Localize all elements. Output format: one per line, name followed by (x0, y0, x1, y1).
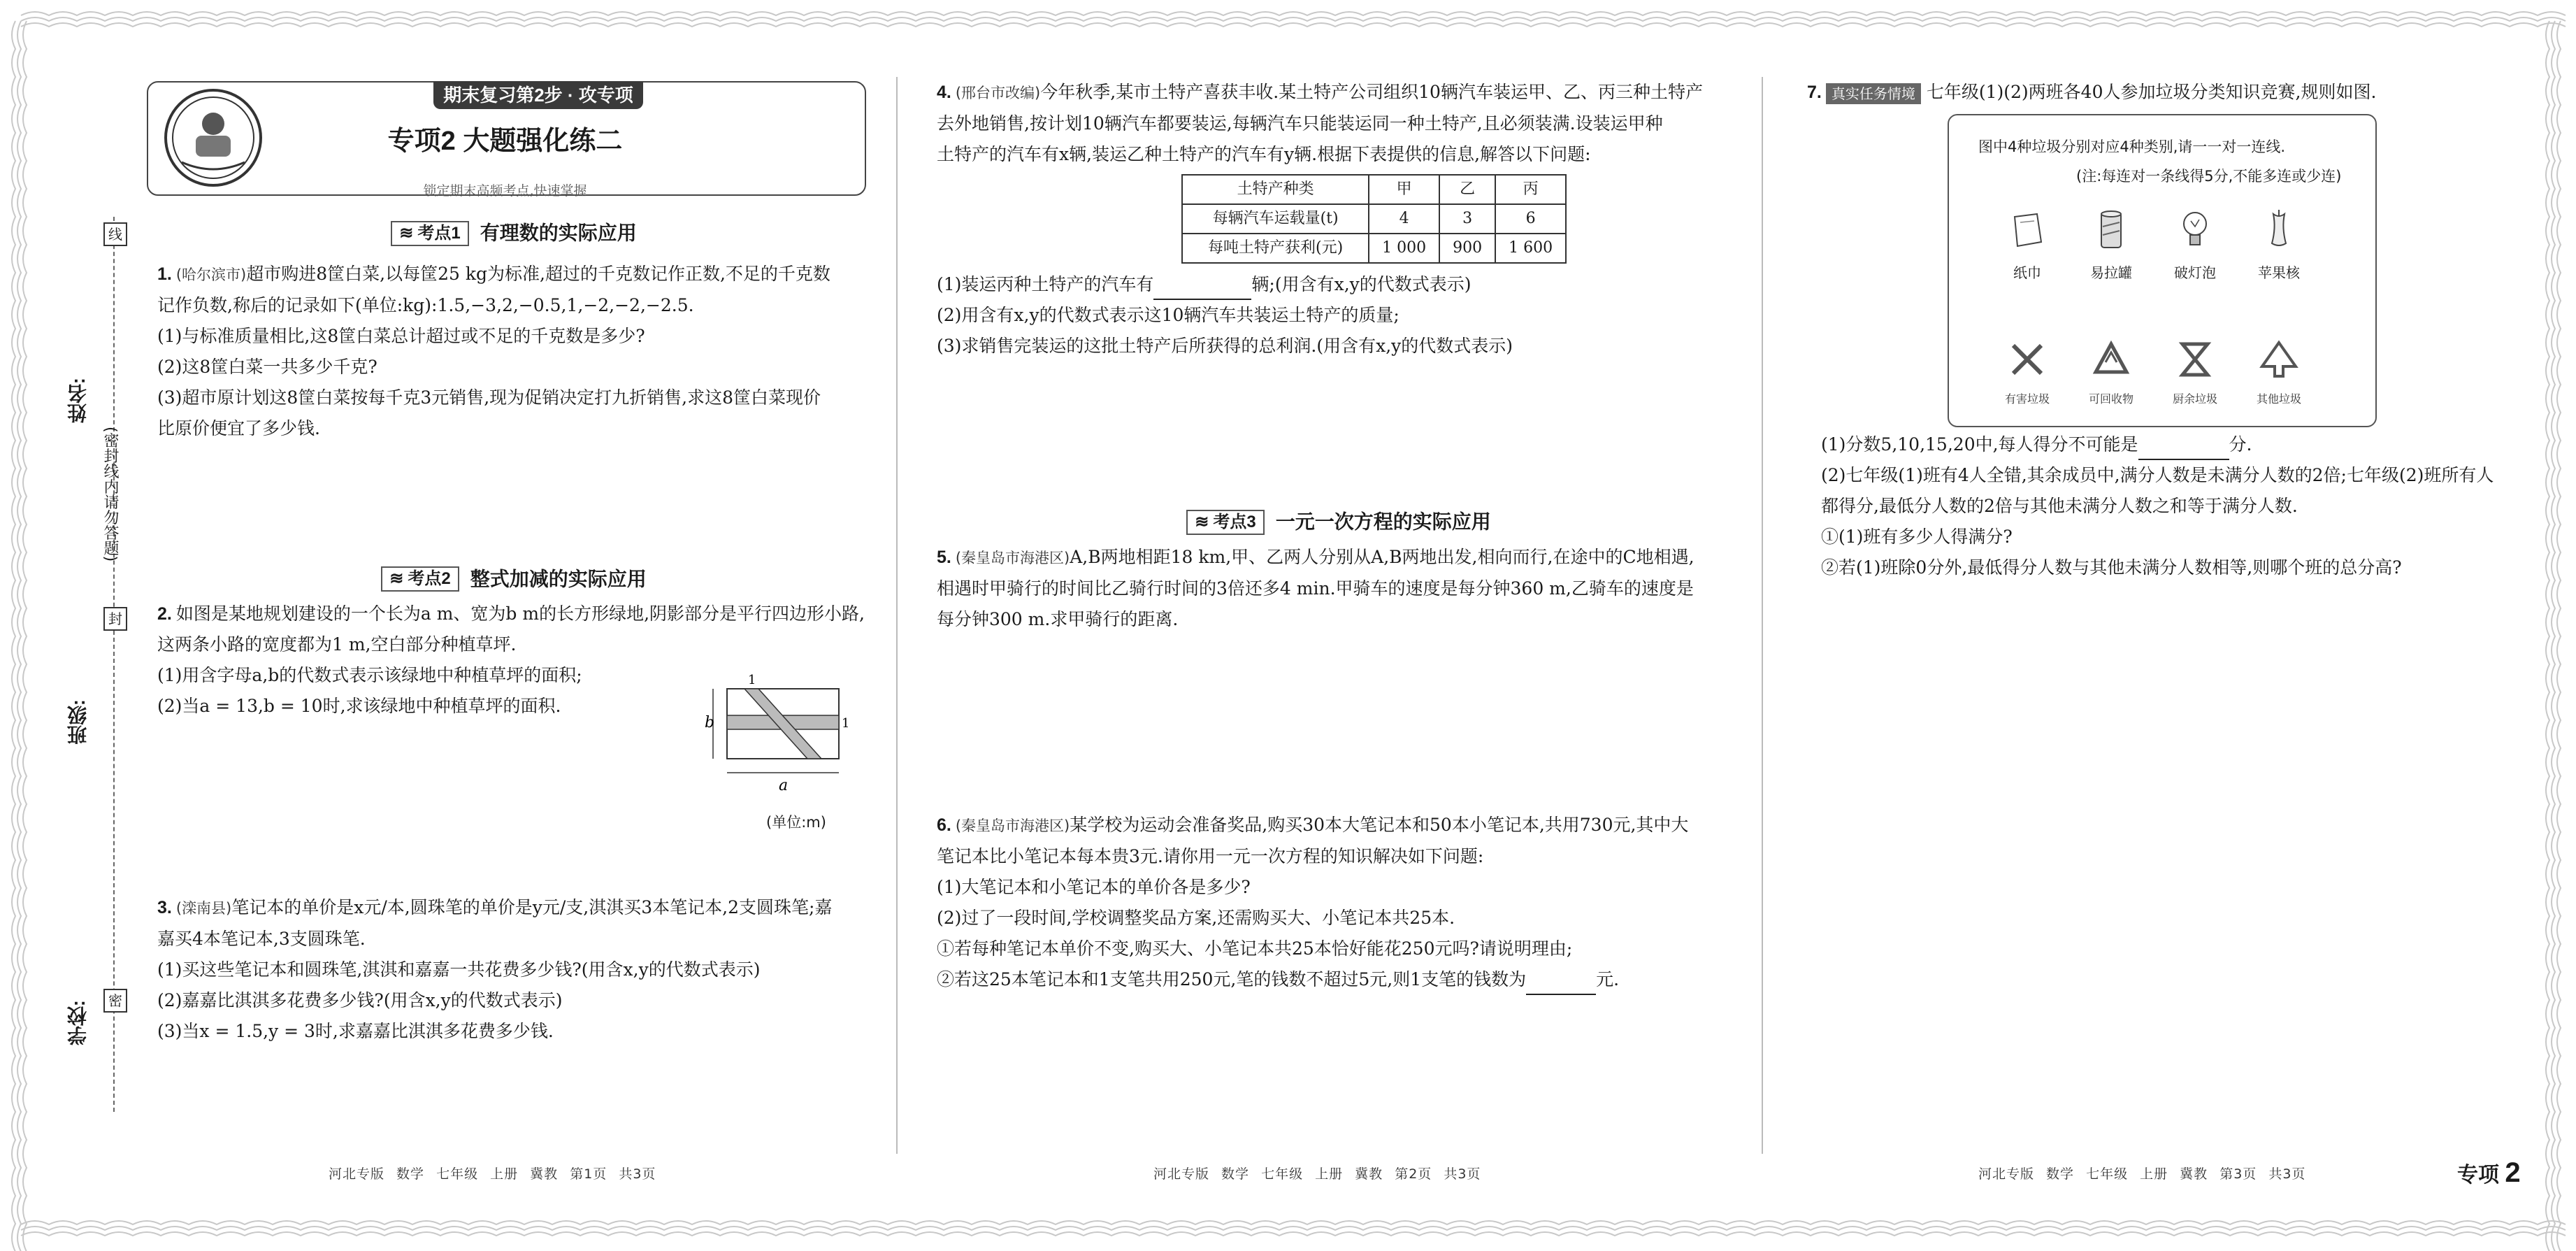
item-label-apple-core: 苹果核 (2258, 264, 2300, 281)
table-header-cell: 甲 (1369, 175, 1439, 204)
bin-label-other: 其他垃圾 (2256, 392, 2301, 406)
rules-text: 图中4种垃圾分别对应4种类别,请一一对一连线. (1978, 138, 2286, 155)
column-divider-2 (1762, 77, 1763, 1154)
apple-core-icon (2258, 207, 2300, 253)
question-text: 今年秋季,某市土特产喜获丰收.某土特产公司组织10辆汽车装运甲、乙、丙三种土特产 (1040, 82, 1703, 102)
question-source: (滦南县) (175, 900, 232, 917)
sub-question: (1)大笔记本和小笔记本的单价各是多少? (937, 876, 1251, 897)
sub-question: (1)装运丙种土特产的汽车有 (937, 274, 1154, 294)
table-cell: 1 600 (1495, 234, 1566, 263)
class-label: 班级: (67, 699, 89, 745)
corner-label: 专项 (2457, 1164, 2499, 1187)
tissue-icon (2006, 210, 2048, 252)
question-source: (哈尔滨市) (175, 266, 247, 283)
column-1 (157, 217, 870, 1047)
hazardous-waste-icon (2006, 338, 2048, 380)
sub-question: (1)用含字母a,b的代数式表示该绿地中种植草坪的面积; (157, 665, 582, 686)
question-1 (157, 259, 870, 444)
question-source: (秦皇岛市海港区) (955, 817, 1070, 834)
question-text: 土特产的汽车有x辆,装运乙种土特产的汽车有y辆.根据下表提供的信息,解答以下问题: (937, 144, 1591, 164)
sub-question: (2)当a = 13,b = 10时,求该绿地中种植草坪的面积. (157, 696, 561, 717)
question-7-subquestions (1821, 429, 2541, 583)
question-text: 记作负数,称后的记录如下(单位:kg):1.5,−3,2,−0.5,1,−2,−2,−2.5. (157, 294, 694, 315)
sub-question: ②若(1)班除0分外,最低得分人数与其他未满分人数相等,则哪个班的总分高? (1821, 557, 2402, 578)
question-text: 某学校为运动会准备奖品,购买30本大笔记本和50本小笔记本,共用730元,其中大 (1070, 814, 1689, 835)
produce-table (1181, 174, 1567, 264)
question-number: 2. (157, 604, 172, 624)
page-title: 专项2 大题强化练二 (387, 127, 623, 156)
page-subtitle: 锁定期末高频考点,快速掌握 (423, 183, 587, 199)
section-heading-1: ≋ 考点1 有理数的实际应用 (157, 217, 870, 249)
question-text: 七年级(1)(2)两班各40人参加垃圾分类知识竞赛,规则如图. (1926, 82, 2377, 102)
table-header-row (1182, 175, 1566, 204)
header-banner: 期末复习第2步 · 攻专项 (433, 81, 643, 109)
seal-mark-closed: 密 (103, 989, 127, 1013)
table-header-cell: 土特产种类 (1182, 175, 1369, 204)
question-number: 6. (937, 815, 951, 835)
sub-question: (1)分数5,10,15,20中,每人得分不可能是 (1821, 434, 2138, 455)
question-text: 嘉买4本笔记本,3支圆珠笔. (157, 929, 366, 950)
sub-question: (3)当x = 1.5,y = 3时,求嘉嘉比淇淇多花费多少钱. (157, 1021, 554, 1042)
sub-question: 比原价便宜了多少钱. (157, 417, 320, 438)
sub-question: 分. (2229, 434, 2252, 455)
sub-question: (2)嘉嘉比淇淇多花费多少钱?(用含x,y的代数式表示) (157, 990, 563, 1011)
footer-page-2: 河北专版 数学 七年级 上册 冀教 第2页 共3页 (1153, 1166, 1481, 1182)
sub-question: (2)用含有x,y的代数式表示这10辆汽车共装运土特产的质量; (937, 305, 1399, 325)
section-heading-3: ≋ 考点3 一元一次方程的实际应用 (937, 506, 1741, 538)
question-3 (157, 892, 870, 1047)
name-label: 姓名: (67, 378, 89, 424)
section-title: 整式加减的实际应用 (470, 568, 647, 590)
table-cell: 3 (1439, 204, 1495, 234)
recyclable-icon (2090, 338, 2132, 380)
table-header-cell: 丙 (1495, 175, 1566, 204)
answer-blank[interactable] (2138, 441, 2229, 460)
path-width-label: 1 (748, 673, 756, 687)
task-context-tag: 真实任务情境 (1826, 83, 1921, 104)
section-tag: 考点3 (1213, 512, 1256, 531)
sub-question: (3)求销售完装运的这批土特产后所获得的总利润.(用含有x,y的代数式表示) (937, 336, 1513, 356)
corner-number: 2 (2505, 1157, 2521, 1188)
question-text: 超市购进8筐白菜,以每筐25 kg为标准,超过的千克数记作正数,不足的千克数 (246, 263, 830, 284)
question-5 (937, 542, 1741, 635)
path-width-label: 1 (842, 716, 850, 731)
sub-question: (1)与标准质量相比,这8筐白菜总计超过或不足的千克数是多少? (157, 325, 645, 346)
can-icon (2090, 207, 2132, 253)
column-3 (1807, 77, 2541, 108)
table-row (1182, 234, 1566, 263)
column-2 (937, 77, 1741, 995)
table-header-cell: 乙 (1439, 175, 1495, 204)
sub-question: ②若这25本笔记本和1支笔共用250元,笔的钱数不超过5元,则1支笔的钱数为 (937, 968, 1527, 989)
question-text: 笔记本的单价是x元/本,圆珠笔的单价是y元/支,淇淇买3本笔记本,2支圆珠笔;嘉 (231, 897, 833, 918)
question-text: 这两条小路的宽度都为1 m,空白部分种植草坪. (157, 634, 517, 655)
item-label-tissue: 纸巾 (2013, 264, 2041, 281)
question-text: A,B两地相距18 km,甲、乙两人分别从A,B两地出发,相向而行,在途中的C地相遇, (1070, 546, 1694, 567)
footer-page-3: 河北专版 数学 七年级 上册 冀教 第3页 共3页 (1978, 1166, 2306, 1182)
sub-question: (1)买这些笔记本和圆珠笔,淇淇和嘉嘉一共花费多少钱?(用含x,y的代数式表示) (157, 959, 761, 980)
sub-question: 都得分,最低分人数的2倍与其他未满分人数之和等于满分人数. (1821, 496, 2298, 516)
question-4 (937, 77, 1741, 362)
seal-line (113, 217, 115, 1112)
section-tag: 考点2 (408, 569, 451, 589)
sub-question: ①(1)班有多少人得满分? (1821, 527, 2013, 547)
question-text: 笔记本比小笔记本每本贵3元.请你用一元一次方程的知识解决如下问题: (937, 845, 1484, 866)
question-text: 如图是某地规划建设的一个长为a m、宽为b m的长方形绿地,阴影部分是平行四边形小路, (175, 603, 865, 624)
dim-b-label: b (705, 714, 715, 731)
column-divider-1 (896, 77, 898, 1154)
kitchen-waste-icon (2174, 338, 2216, 380)
table-cell: 900 (1439, 234, 1495, 263)
other-waste-icon (2258, 338, 2300, 380)
rules-note: (注:每连对一条线得5分,不能多连或少连) (2076, 168, 2342, 185)
section-heading-2: ≋ 考点2 整式加减的实际应用 (157, 563, 870, 595)
question-number: 5. (937, 547, 951, 567)
question-text: 相遇时甲骑行的时间比乙骑行时间的3倍还多4 min.甲骑车的速度是每分钟360 m,乙骑车的速度是 (937, 578, 1694, 599)
question-text: 去外地销售,按计划10辆汽车都要装运,每辆汽车只能装运同一种土特产,且必须装满.设装运甲种 (937, 113, 1663, 134)
bin-label-kitchen: 厨余垃圾 (2172, 392, 2217, 406)
bin-label-recyclable: 可回收物 (2088, 392, 2134, 406)
question-source: (秦皇岛市海港区) (955, 549, 1070, 566)
question-number: 7. (1807, 83, 1822, 102)
table-cell: 4 (1369, 204, 1439, 234)
sub-question: (2)七年级(1)班有4人全错,其余成员中,满分人数是未满分人数的2倍;七年级(2)班所有人 (1821, 465, 2494, 485)
section-tag: 考点1 (417, 223, 461, 243)
dim-a-label: a (779, 777, 789, 794)
seal-mark-seal: 封 (103, 607, 127, 631)
seal-note: (密封线内请勿答题) (101, 427, 119, 562)
table-cell: 1 000 (1369, 234, 1439, 263)
sub-question: ①若每种笔记本单价不变,购买大、小笔记本共25本恰好能花250元吗?请说明理由; (937, 938, 1573, 959)
answer-blank[interactable] (1153, 280, 1251, 300)
seal-mark-line: 线 (103, 222, 127, 246)
table-row (1182, 204, 1566, 234)
sub-question: (2)过了一段时间,学校调整奖品方案,还需购买大、小笔记本共25本. (937, 907, 1455, 928)
table-cell: 6 (1495, 204, 1566, 234)
sub-question: (3)超市原计划这8筐白菜按每千克3元销售,现为促销决定打九折销售,求这8筐白菜现价 (157, 387, 821, 408)
question-number: 3. (157, 898, 172, 918)
item-label-can: 易拉罐 (2090, 264, 2132, 281)
item-label-bulb: 破灯泡 (2174, 264, 2216, 281)
broken-bulb-icon (2174, 207, 2216, 253)
table-cell: 每吨土特产获利(元) (1182, 234, 1369, 263)
lawn-diagram (699, 671, 860, 797)
question-number: 4. (937, 83, 951, 102)
bin-label-hazardous: 有害垃圾 (2004, 392, 2050, 406)
table-cell: 每辆汽车运载量(t) (1182, 204, 1369, 234)
sub-question: 元. (1596, 968, 1620, 989)
school-label: 学校: (67, 1000, 89, 1046)
sub-question: 辆;(用含有x,y的代数式表示) (1251, 274, 1472, 294)
footer-page-1: 河北专版 数学 七年级 上册 冀教 第1页 共3页 (329, 1166, 656, 1182)
sub-question: (2)这8筐白菜一共多少千克? (157, 356, 377, 377)
question-number: 1. (157, 264, 172, 284)
section-title: 一元一次方程的实际应用 (1275, 510, 1491, 533)
question-source: (邢台市改编) (955, 85, 1041, 101)
question-6 (937, 810, 1741, 995)
section-title: 有理数的实际应用 (480, 222, 637, 244)
question-text: 每分钟300 m.求甲骑行的距离. (937, 608, 1179, 629)
unit-label: (单位:m) (766, 814, 826, 831)
topic-corner-label (2457, 1157, 2521, 1189)
answer-blank[interactable] (1526, 975, 1596, 995)
